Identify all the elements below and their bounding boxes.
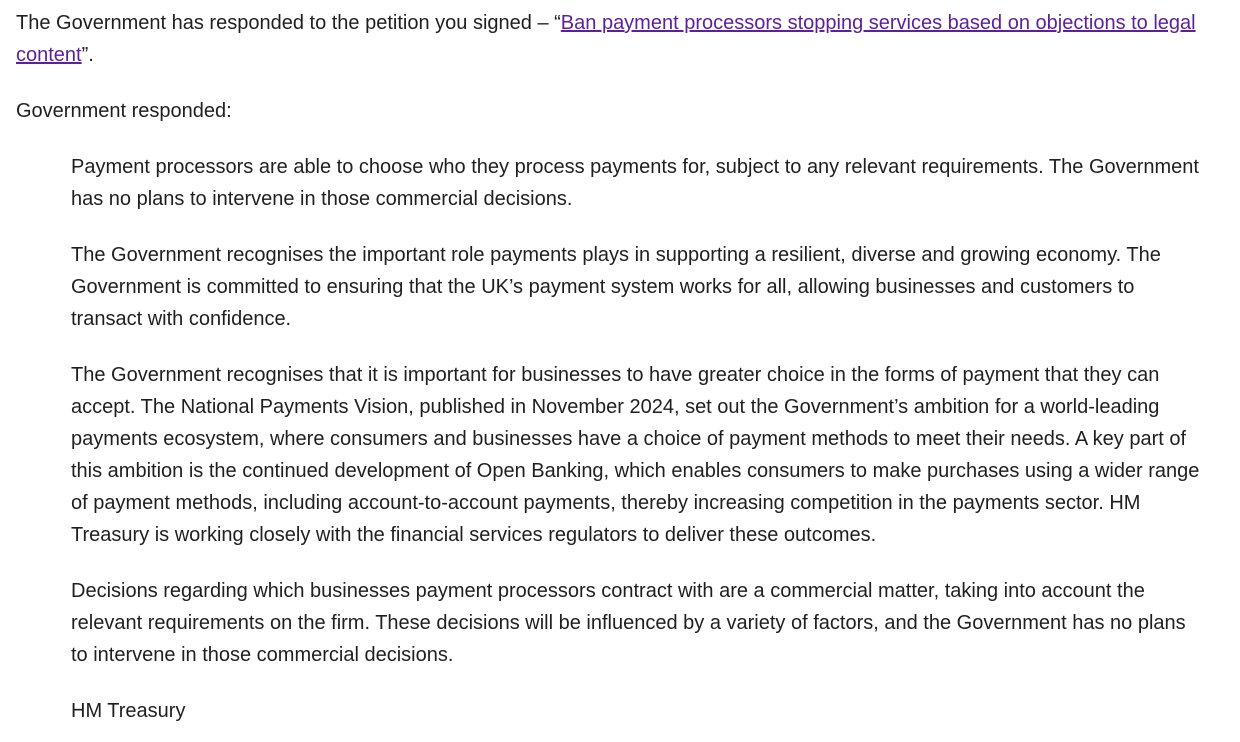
response-paragraph-1: Payment processors are able to choose who they process payments for, subject to any relevant requirements. The Government has no plans to intervene in those commercial decisions.	[71, 156, 1199, 210]
intro-suffix: ”.	[81, 44, 94, 66]
intro-prefix: The Government has responded to the petition you signed – “	[16, 12, 561, 34]
response-paragraph-2: The Government recognises the important role payments plays in supporting a resilient, diverse and growing economy. The Government is committed to ensuring that the UK’s payment system works for all, allowing businesses and customers to transact with confidence.	[71, 244, 1161, 330]
response-label: Government responded:	[16, 100, 232, 122]
response-signature: HM Treasury	[71, 700, 186, 722]
government-response	[71, 151, 1201, 727]
response-paragraph-4: Decisions regarding which businesses payment processors contract with are a commercial matter, taking into account the relevant requirements on the firm. These decisions will be influenced by a variety of factors, and the Government has no plans to intervene in those commercial decisions.	[71, 580, 1186, 666]
response-paragraph-3: The Government recognises that it is important for businesses to have greater choice in the forms of payment that they can accept. The National Payments Vision, published in November 2024, set out the Government’s ambition for a world-leading payments ecosystem, where consumers and businesses have a choice of payment methods to meet their needs. A key part of this ambition is the continued development of Open Banking, which enables consumers to make purchases using a wider range of payment methods, including account-to-account payments, thereby increasing competition in the payments sector. HM Treasury is working closely with the financial services regulators to deliver these outcomes.	[71, 364, 1200, 546]
intro-text	[16, 7, 1230, 71]
petition-link[interactable]: Ban payment processors stopping services based on objections to legal content	[16, 12, 1196, 66]
